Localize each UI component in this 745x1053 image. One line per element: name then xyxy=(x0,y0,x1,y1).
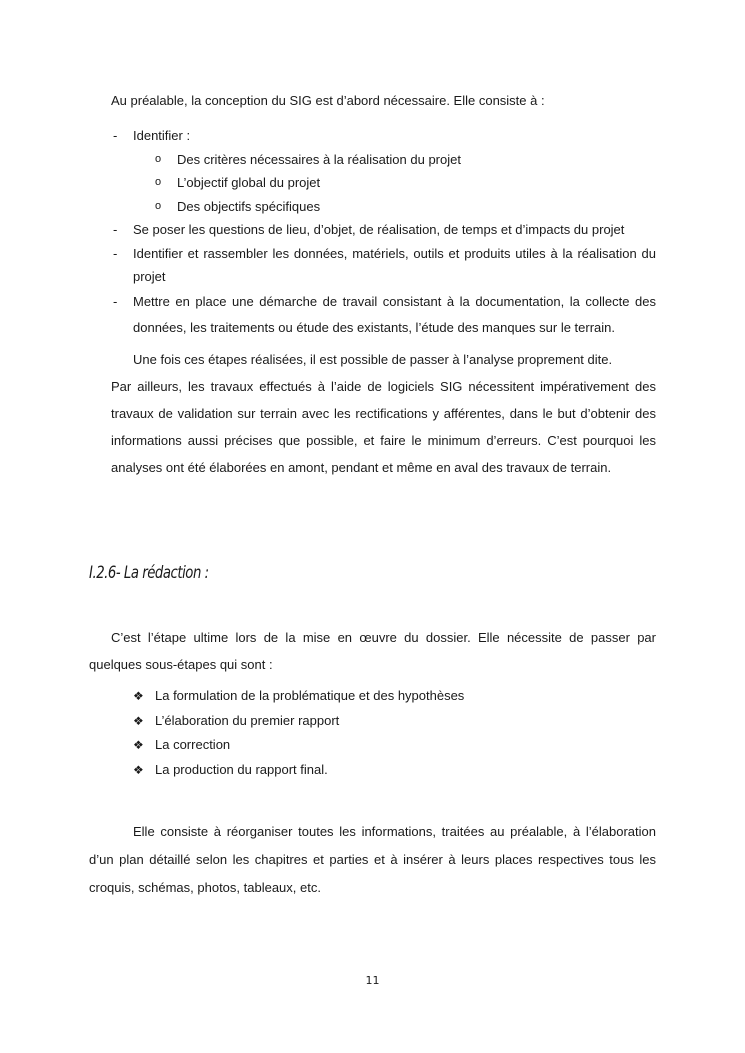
list-item xyxy=(155,171,656,195)
intro-sentence: Au préalable, la conception du SIG est d’abord nécessaire. Elle consiste à : xyxy=(111,93,545,108)
list-item xyxy=(111,242,656,289)
circle-bullet-icon: o xyxy=(155,152,162,165)
closing-paragraph: Elle consiste à réorganiser toutes les informations, traitées au préalable, à l’élaboration d’un plan détaillé selon les chapitres et parties et à insérer à leurs places respectives tous les croquis, schémas, photos, tableaux, etc. xyxy=(89,824,656,895)
list-item xyxy=(133,684,464,709)
list-item xyxy=(111,218,656,242)
step-gather-text: Identifier et rassembler les données, matériels, outils et produits utiles à la réalisation du projet xyxy=(133,245,656,284)
section-heading: I.2.6- La rédaction : xyxy=(89,563,209,583)
analysis-body: Par ailleurs, les travaux effectués à l’aide de logiciels SIG nécessitent impérativement des travaux de validation sur terrain avec les rectifications y afférentes, dans le but d’obtenir des informations aussi précises que possible, et faire le minimum d’erreurs. C’est pourquoi les analyses ont été élaborées en amont, pendant et même en aval des travaux de terrain. xyxy=(111,379,656,475)
list-item xyxy=(111,124,656,218)
list-item xyxy=(133,709,464,734)
step-identify-label: Identifier : xyxy=(133,128,191,143)
dash-marker: - xyxy=(113,293,118,309)
circle-bullet-icon: o xyxy=(155,199,162,212)
diamond-bullet-icon: ❖ xyxy=(133,689,144,703)
diamond-bullet-icon: ❖ xyxy=(133,713,144,728)
redaction-intro: C’est l’étape ultime lors de la mise en œuvre du dossier. Elle nécessite de passer par quelques sous-étapes qui sont : xyxy=(89,630,656,672)
list-item xyxy=(133,733,464,758)
page-number: 11 xyxy=(365,974,380,987)
dash-marker: - xyxy=(113,245,118,261)
sub-item-text: Des critères nécessaires à la réalisation du projet xyxy=(177,151,461,167)
substep-text: La correction xyxy=(155,737,231,752)
list-item xyxy=(155,195,656,219)
diamond-bullet-icon: ❖ xyxy=(133,738,144,752)
substep-text: La formulation de la problématique et des hypothèses xyxy=(155,688,465,703)
analysis-paragraph xyxy=(111,346,656,481)
list-item xyxy=(133,758,464,783)
circle-bullet-icon: o xyxy=(155,176,162,188)
step-questions-text: Se poser les questions de lieu, d’objet, de réalisation, de temps et d’impacts du projet xyxy=(133,222,625,237)
step-method-text: Mettre en place une démarche de travail consistant à la documentation, la collecte des données, les traitements ou étude des existants, l’étude des manques sur le terrain. xyxy=(133,293,656,335)
dash-marker: - xyxy=(113,222,118,237)
diamond-bullet-icon: ❖ xyxy=(133,762,144,777)
sub-item-text: Des objectifs spécifiques xyxy=(177,198,321,214)
sub-item-text: L’objectif global du projet xyxy=(177,175,321,190)
conception-steps-list xyxy=(111,124,656,341)
identify-sublist xyxy=(133,148,656,219)
list-item xyxy=(155,148,656,172)
substep-text: L’élaboration du premier rapport xyxy=(155,712,340,728)
redaction-substeps-list xyxy=(133,684,464,782)
dash-marker: - xyxy=(113,128,118,143)
list-item xyxy=(111,289,656,341)
substep-text: La production du rapport final. xyxy=(155,761,328,777)
analysis-first-line: Une fois ces étapes réalisées, il est possible de passer à l’analyse proprement dite. xyxy=(133,352,613,367)
